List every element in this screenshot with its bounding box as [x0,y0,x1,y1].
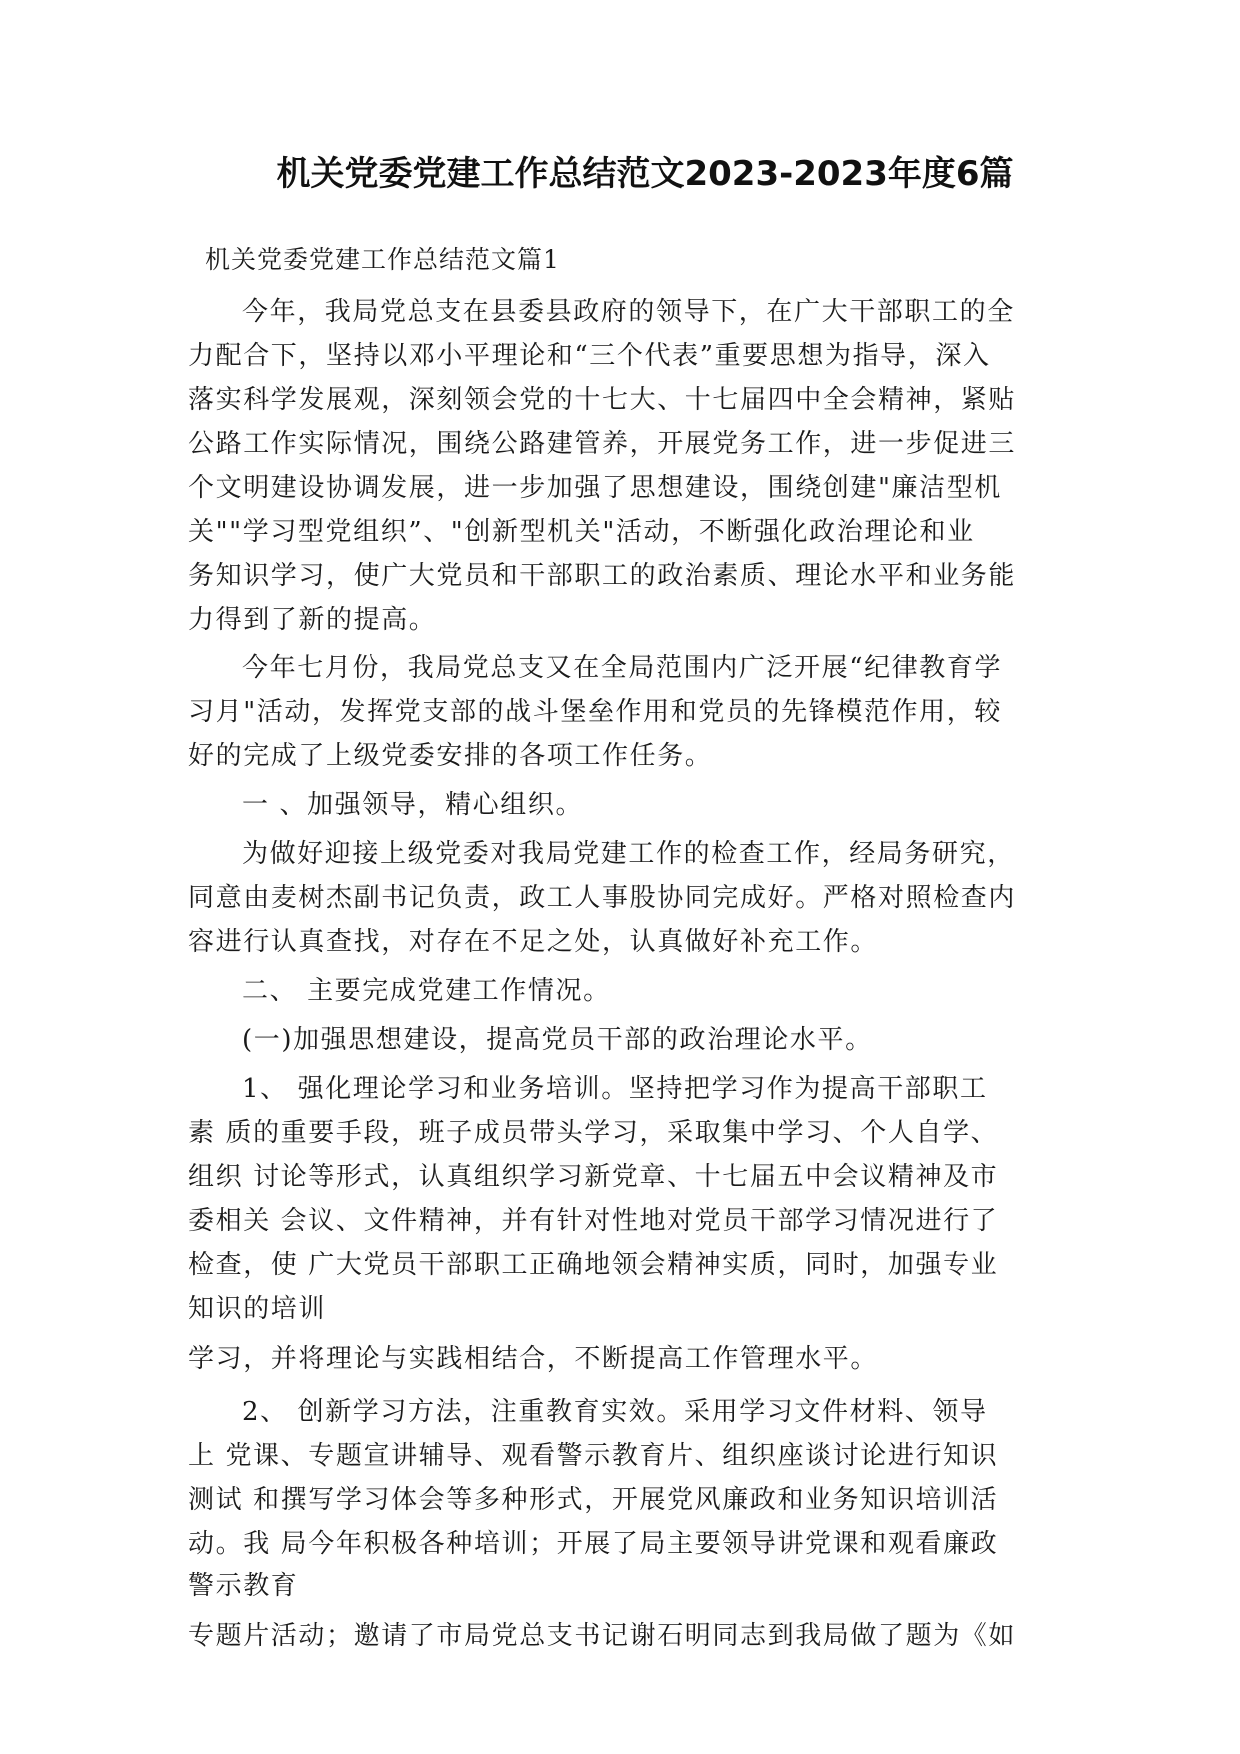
paragraph-line: 上 党课、专题宣讲辅导、观看警示教育片、组织座谈讨论进行知识 [188,1441,999,1471]
paragraph-line: 同意由麦树杰副书记负责，政工人事股协同完成好。严格对照检查内 [188,883,1017,913]
paragraph-line: 知识的培训 [188,1294,327,1324]
paragraph-line: 组织 讨论等形式，认真组织学习新党章、十七届五中会议精神及市 [188,1162,999,1192]
paragraph-line: 个文明建设协调发展，进一步加强了思想建设，围绕创建"廉洁型机 [188,473,1002,503]
paragraph-line: 落实科学发展观，深刻领会党的十七大、十七届四中全会精神，紧贴 [188,385,1017,415]
paragraph-line: 关""学习型党组织”、"创新型机关"活动，不断强化政治理论和业 [188,517,975,547]
paragraph-line: 2、 创新学习方法，注重教育实效。采用学习文件材料、领导 [242,1397,988,1427]
paragraph-line: 测试 和撰写学习体会等多种形式，开展党风廉政和业务知识培训活 [188,1485,999,1515]
paragraph-line: 专题片活动；邀请了市局党总支书记谢石明同志到我局做了题为《如 [188,1621,1017,1651]
section-heading: 一 、加强领导，精心组织。 [242,790,584,820]
paragraph-line: 素 质的重要手段，班子成员带头学习，采取集中学习、个人自学、 [188,1118,999,1148]
document-title: 机关党委党建工作总结范文2023-2023年度6篇 [276,154,1014,194]
paragraph-line: 今年，我局党总支在县委县政府的领导下，在广大干部职工的全 [242,297,1015,327]
paragraph-line: 动。我 局今年积极各种培训；开展了局主要领导讲党课和观看廉政 [188,1529,999,1559]
paragraph-line: 学习，并将理论与实践相结合，不断提高工作管理水平。 [188,1344,879,1374]
paragraph-line: 1、 强化理论学习和业务培训。坚持把学习作为提高干部职工 [242,1074,988,1104]
section-heading: 机关党委党建工作总结范文篇1 [205,245,560,274]
section-heading: 二、 主要完成党建工作情况。 [242,976,611,1006]
paragraph-line: 力得到了新的提高。 [188,605,437,635]
paragraph-line: 今年七月份，我局党总支又在全局范围内广泛开展“纪律教育学 [242,653,1003,683]
paragraph-line: 好的完成了上级党委安排的各项工作任务。 [188,741,713,771]
section-heading: (一)加强思想建设，提高党员干部的政治理论水平。 [242,1025,873,1055]
paragraph-line: 容进行认真查找，对存在不足之处，认真做好补充工作。 [188,927,879,957]
paragraph-line: 为做好迎接上级党委对我局党建工作的检查工作，经局务研究， [242,839,1015,869]
paragraph-line: 警示教育 [188,1571,299,1601]
paragraph-line: 力配合下，坚持以邓小平理论和“三个代表”重要思想为指导，深入 [188,341,991,371]
paragraph-line: 委相关 会议、文件精神，并有针对性地对党员干部学习情况进行了 [188,1206,999,1236]
paragraph-line: 公路工作实际情况，围绕公路建管养，开展党务工作，进一步促进三 [188,429,1017,459]
paragraph-line: 检查，使 广大党员干部职工正确地领会精神实质，同时，加强专业 [188,1250,999,1280]
paragraph-line: 务知识学习，使广大党员和干部职工的政治素质、理论水平和业务能 [188,561,1017,591]
paragraph-line: 习月"活动，发挥党支部的战斗堡垒作用和党员的先锋模范作用，较 [188,697,1002,727]
